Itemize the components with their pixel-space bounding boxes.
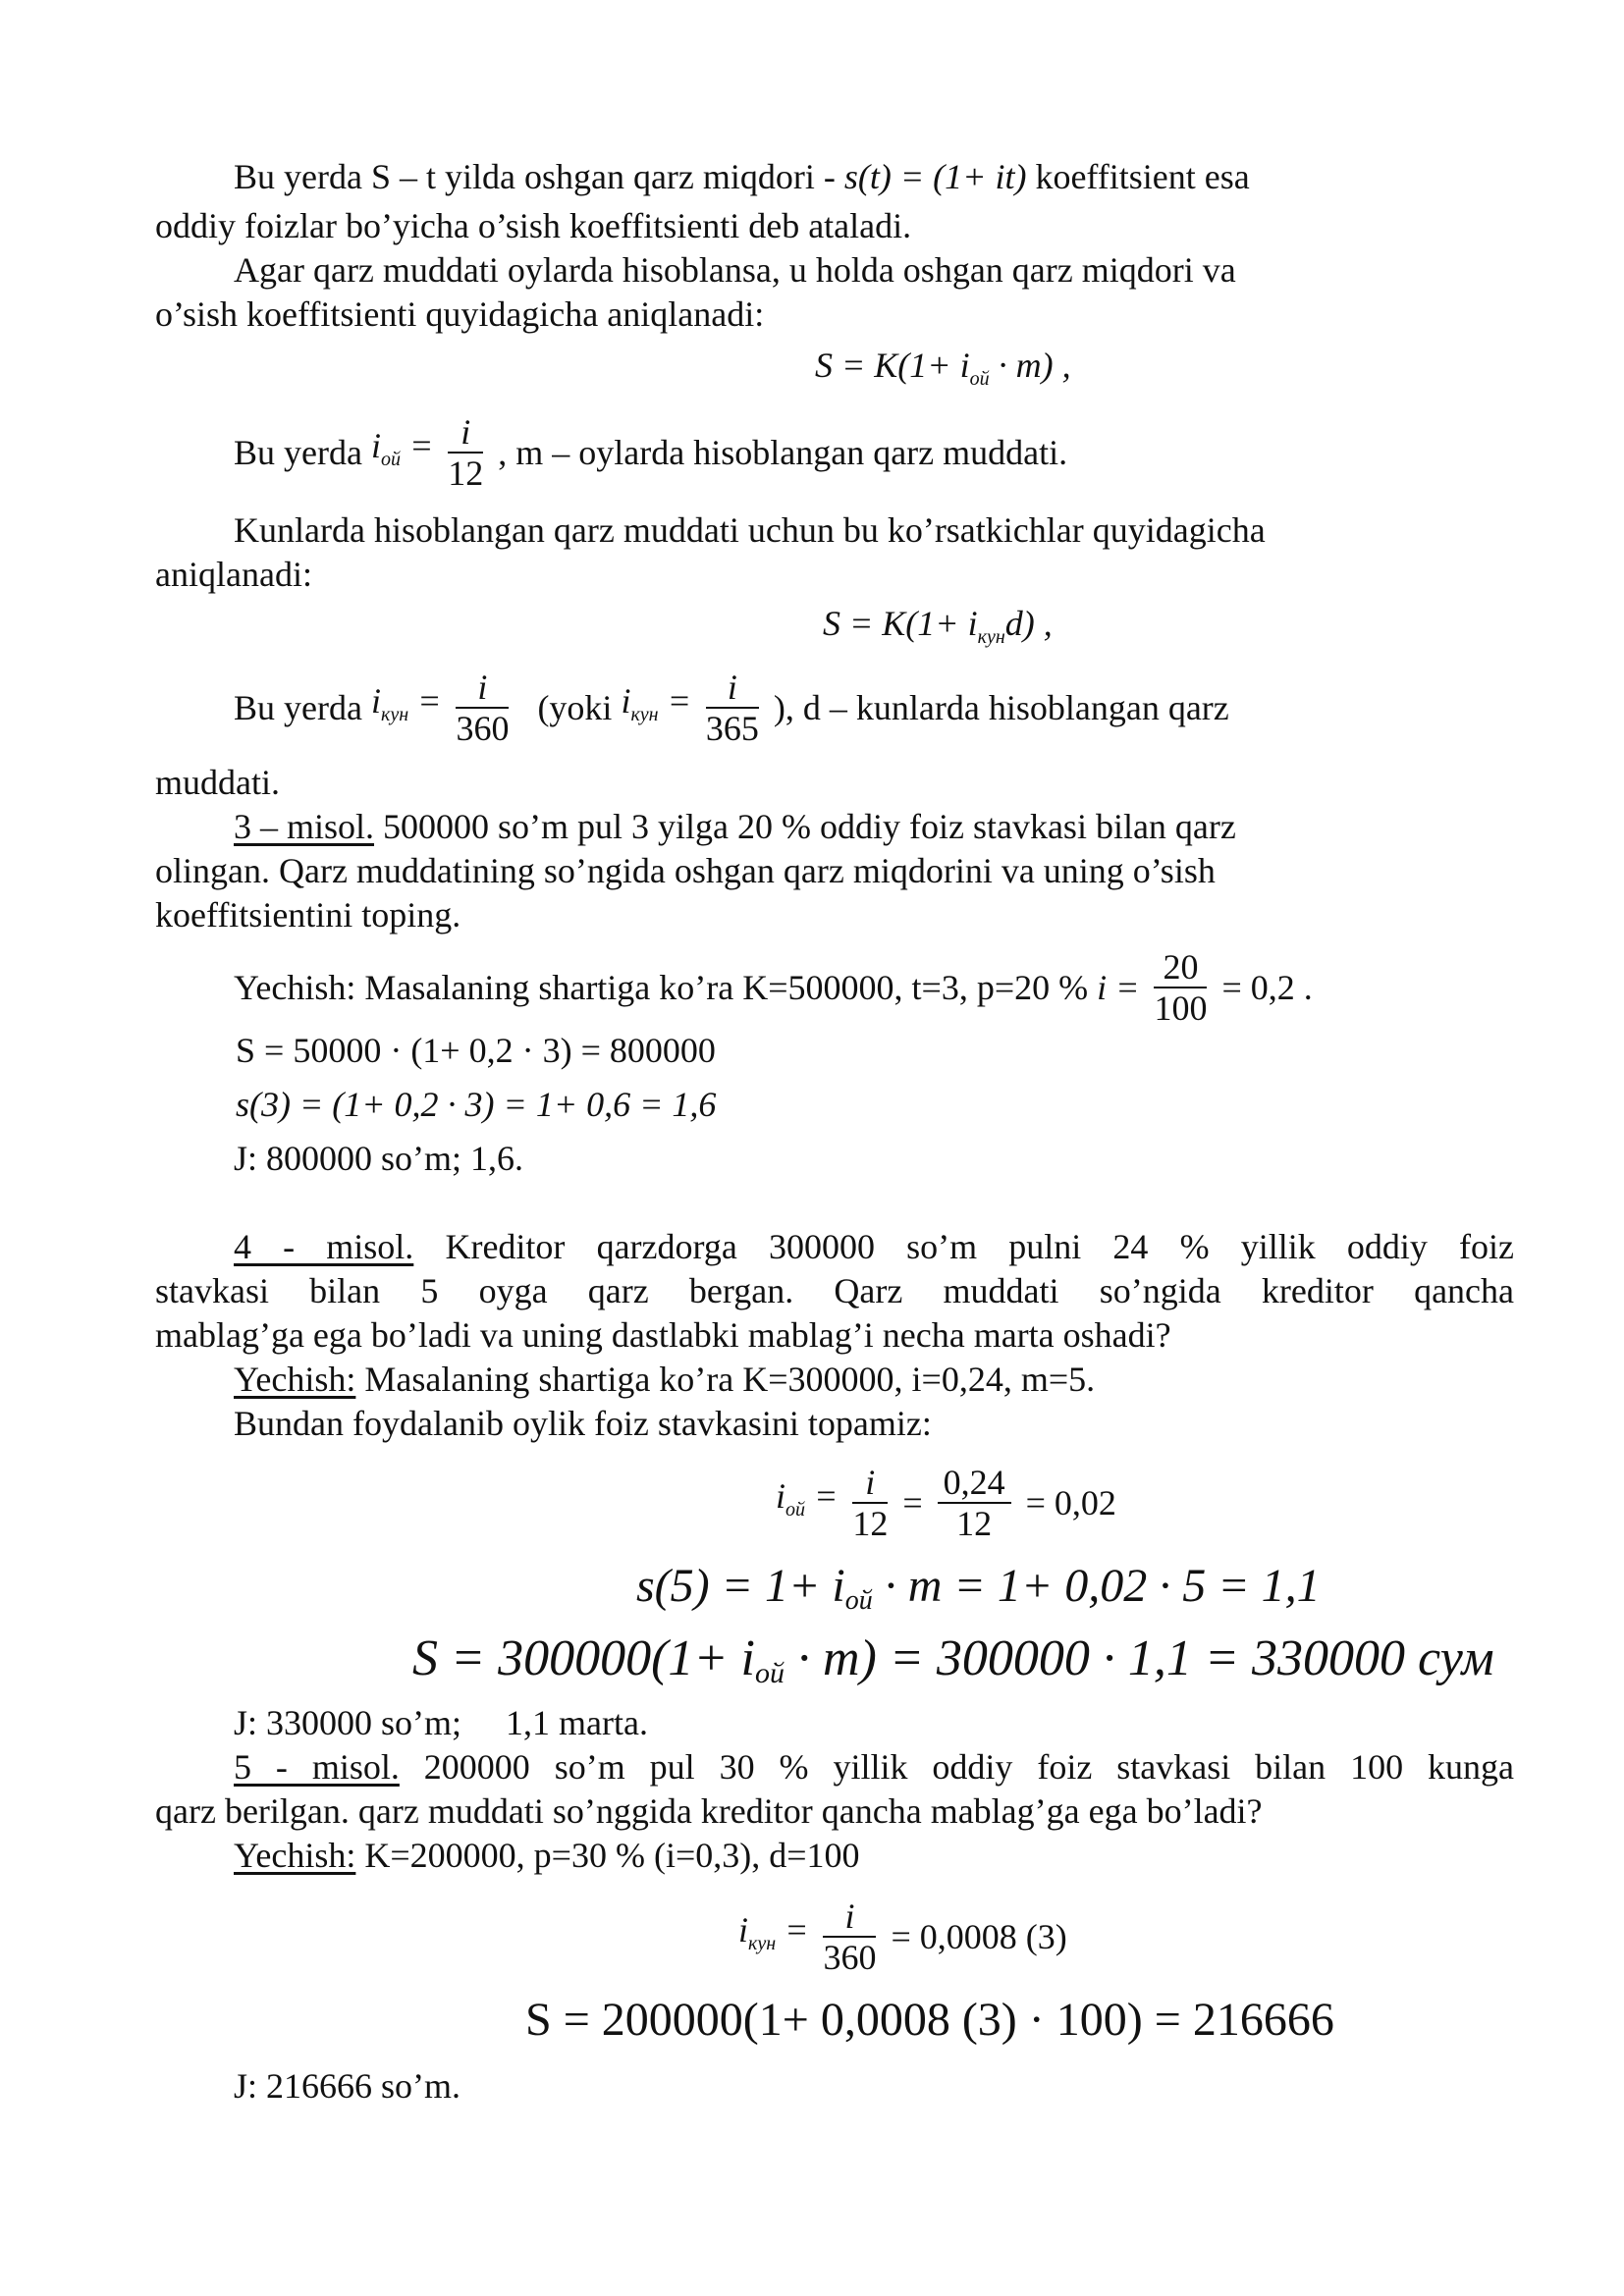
ex5-line-2: qarz berilgan. qarz muddati so’nggida kreditor qancha mablag’ga ega bo’ladi? (155, 1791, 1263, 1831)
fraction-i-over-12 (448, 412, 483, 493)
formula-subscript: ой (754, 1657, 785, 1689)
var-i-kun (370, 681, 442, 725)
eq: = (400, 426, 434, 465)
formula-growth-coefficient: s(t) = (1+ it) (843, 157, 1027, 196)
text: Masalaning shartiga ko’ra K=300000, i=0,24, m=5. (355, 1360, 1096, 1399)
text: K=200000, p=30 % (i=0,3), d=100 (355, 1836, 860, 1875)
solution-label: Yechish: (234, 1360, 356, 1399)
text: Yechish: Masalaning shartiga ko’ra K=500000, t=3, p=20 % (234, 968, 1098, 1007)
result: = 0,2 (1221, 968, 1295, 1007)
var-i-kun (738, 1910, 809, 1954)
formula-subscript: ой (969, 368, 990, 390)
p5-line-2: muddati. (155, 763, 280, 802)
eq: = (902, 1483, 923, 1522)
p1-line-1 (234, 155, 1250, 199)
text: Bu yerda (234, 433, 371, 472)
text: 500000 so’m pul 3 yilga 20 % oddiy foiz stavkasi bilan qarz (374, 807, 1236, 846)
numerator: i (823, 1896, 876, 1938)
numerator: i (852, 1463, 888, 1504)
ex5-line-1 (234, 1745, 1514, 1789)
subscript: кун (630, 704, 659, 725)
p4-line-2: aniqlanadi: (155, 555, 312, 594)
var: i (738, 1910, 749, 1949)
text: , m – oylarda hisoblangan qarz muddati. (498, 433, 1068, 472)
ex4-line-5: Bundan foydalanib oylik foiz stavkasini topamiz: (234, 1404, 932, 1443)
ex5-formula-daily-rate (738, 1896, 1067, 1977)
formula-part: · m) = 300000 · 1,1 = 330000 сум (784, 1630, 1494, 1686)
period: . (1303, 968, 1313, 1007)
var: i (370, 426, 381, 465)
text: Kreditor qarzdorga 300000 so’m pulni 24 % yillik oddiy foiz (413, 1227, 1514, 1266)
ex4-answer: J: 330000 so’m; 1,1 marta. (234, 1703, 648, 1742)
ex4-formula-sum (412, 1629, 1494, 1703)
fraction-0-24-over-12 (938, 1463, 1011, 1543)
p3-line (234, 412, 1067, 493)
ex4-line-3: mablag’ga ega bo’ladi va uning dastlabki mablag’i necha marta oshadi? (155, 1315, 1171, 1355)
formula-part: S = 300000(1+ i (412, 1630, 755, 1686)
ex4-line-2: stavkasi bilan 5 oyga qarz bergan. Qarz muddati so’ngida kreditor qancha (155, 1271, 1514, 1310)
var-i-kun-2 (621, 681, 691, 725)
denominator: 360 (456, 709, 510, 748)
numerator: i (456, 667, 509, 709)
fraction-i-over-360 (823, 1896, 876, 1977)
text: Bu yerda (234, 688, 371, 727)
ex4-formula-monthly-rate (776, 1463, 1116, 1543)
text: koeffitsient esa (1026, 157, 1250, 196)
p1-line-2: oddiy foizlar bo’yicha o’sish koeffitsienti deb ataladi. (155, 206, 912, 245)
ex3-line-1 (234, 805, 1236, 849)
fraction-20-over-100 (1154, 947, 1207, 1028)
var: i (776, 1476, 786, 1516)
subscript: ой (380, 449, 401, 470)
text: (yoki (537, 688, 622, 727)
example-title: 3 – misol. (234, 807, 375, 846)
formula-monthly-sum (815, 344, 1071, 401)
formula-part: · m = 1+ 0,02 · 5 = 1,1 (872, 1560, 1321, 1612)
eq: = (805, 1476, 839, 1516)
p5-line (234, 667, 1229, 748)
var-i-oy (776, 1476, 839, 1521)
denominator: 365 (705, 709, 759, 748)
denominator: 360 (823, 1938, 877, 1977)
text: 200000 so’m pul 30 % yillik oddiy foiz stavkasi bilan 100 kunga (399, 1747, 1514, 1787)
var: i (621, 681, 631, 721)
formula-part: · m) , (989, 346, 1071, 385)
fraction-i-over-365 (706, 667, 759, 748)
p2-line-1: Agar qarz muddati oylarda hisoblansa, u holda oshgan qarz miqdori va (234, 250, 1236, 290)
example-title: 5 - misol. (234, 1747, 400, 1787)
denominator: 12 (448, 454, 484, 493)
ex3-line-2: olingan. Qarz muddatining so’ngida oshgan qarz miqdorini va uning o’sish (155, 851, 1216, 890)
result: = 0,0008 (3) (891, 1917, 1067, 1956)
text: ), d – kunlarda hisoblangan qarz (773, 688, 1229, 727)
text: Bu yerda S – t yilda oshgan qarz miqdori - (234, 157, 844, 196)
p4-line-1: Kunlarda hisoblangan qarz muddati uchun bu ko’rsatkichlar quyidagicha (234, 510, 1266, 550)
fraction-i-over-360 (456, 667, 509, 748)
formula-part: S = K(1+ i (823, 604, 978, 643)
eq: = (776, 1910, 809, 1949)
ex3-answer: J: 800000 so’m; 1,6. (234, 1139, 524, 1178)
formula-subscript: ой (844, 1585, 873, 1616)
ex5-formula-sum: S = 200000(1+ 0,0008 (3) · 100) = 216666 (525, 1994, 1334, 2046)
formula-part: d) , (1004, 604, 1053, 643)
ex5-answer: J: 216666 so’m. (234, 2066, 461, 2106)
denominator: 100 (1154, 988, 1208, 1028)
var-i (370, 426, 434, 470)
formula-part: S = K(1+ i (815, 346, 970, 385)
subscript: кун (380, 704, 409, 725)
numerator: i (448, 412, 483, 454)
subscript: кун (748, 1933, 777, 1954)
ex3-line-3: koeffitsientini toping. (155, 895, 461, 934)
formula-daily-sum (823, 602, 1053, 660)
ex4-solution-line (234, 1358, 1095, 1402)
formula-part: s(5) = 1+ i (636, 1560, 845, 1612)
example-title: 4 - misol. (234, 1227, 414, 1266)
numerator: i (706, 667, 759, 709)
ex5-solution-line (234, 1834, 860, 1878)
ex4-formula-coef (636, 1559, 1321, 1629)
ex3-formula-coef: s(3) = (1+ 0,2 · 3) = 1+ 0,6 = 1,6 (236, 1085, 717, 1124)
p2-line-2: o’sish koeffitsienti quyidagicha aniqlanadi: (155, 294, 765, 334)
ex3-solution-line (234, 947, 1313, 1028)
solution-label: Yechish: (234, 1836, 356, 1875)
var-i: i = (1097, 968, 1140, 1007)
var: i (370, 681, 381, 721)
ex3-formula-sum: S = 50000 · (1+ 0,2 · 3) = 800000 (236, 1031, 716, 1070)
subscript: ой (785, 1499, 806, 1521)
formula-subscript: кун (977, 626, 1005, 648)
eq: = (658, 681, 691, 721)
result: = 0,02 (1025, 1483, 1116, 1522)
fraction-i-over-12 (852, 1463, 888, 1543)
numerator: 20 (1154, 947, 1207, 988)
ex4-line-1 (234, 1225, 1514, 1269)
numerator: 0,24 (938, 1463, 1011, 1504)
denominator: 12 (852, 1504, 889, 1543)
denominator: 12 (956, 1504, 993, 1543)
eq: = (408, 681, 442, 721)
